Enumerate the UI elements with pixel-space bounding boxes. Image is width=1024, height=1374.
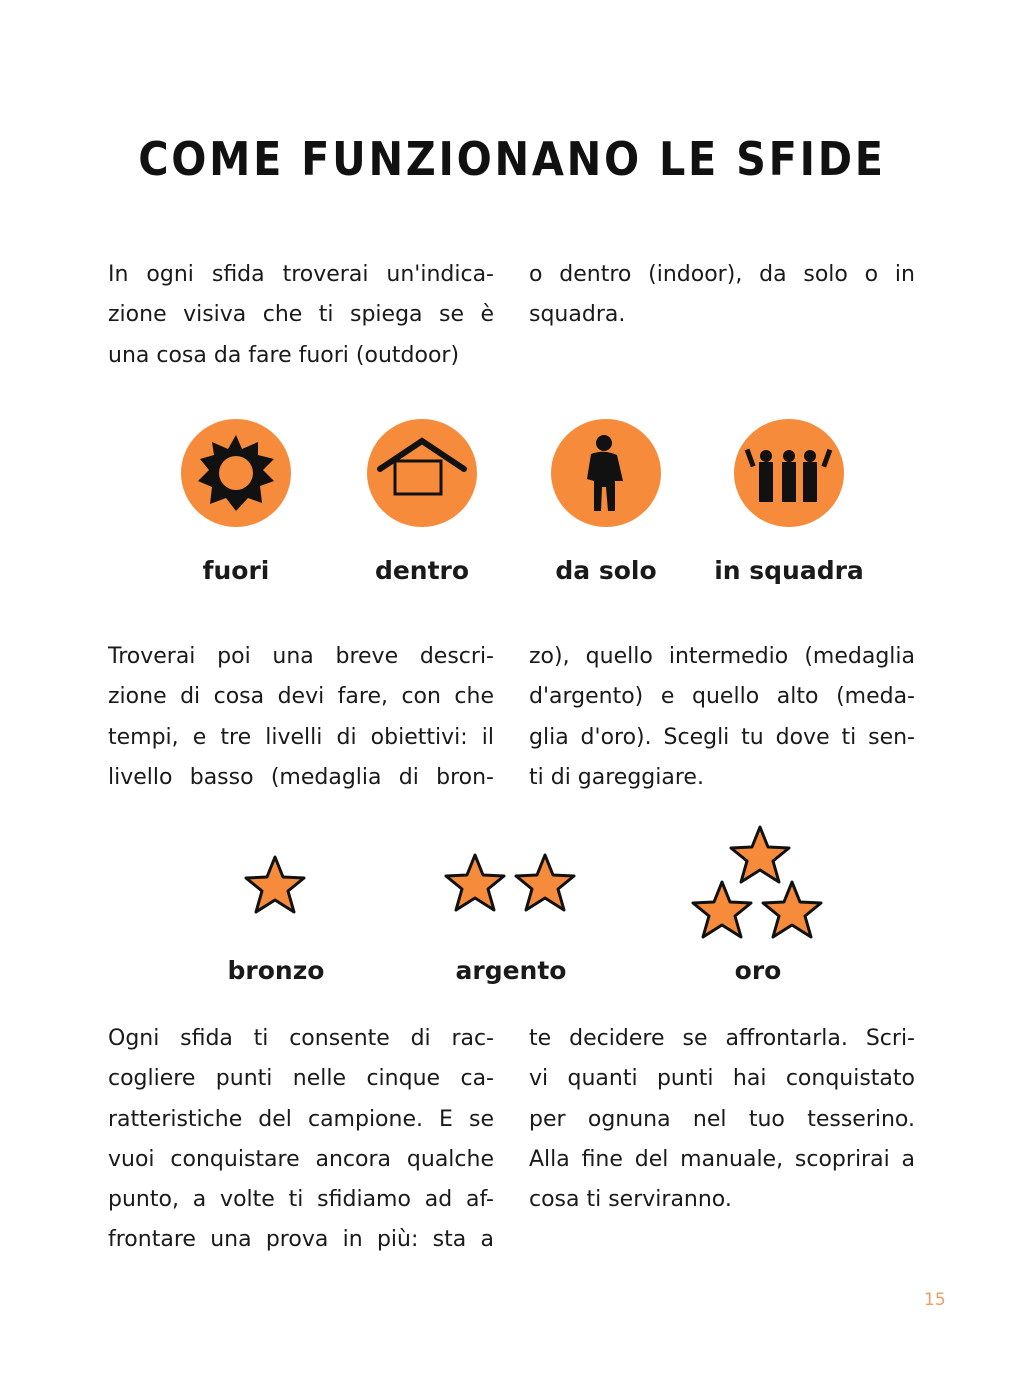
- level-label-bronzo: bronzo: [227, 956, 325, 985]
- star-icon: [690, 879, 754, 941]
- text-line: glia d'oro). Scegli tu dove ti sen-: [529, 724, 915, 750]
- team-icon: [734, 419, 844, 527]
- page-title: COME FUNZIONANO LE SFIDE: [138, 132, 886, 186]
- intro-left: [108, 255, 494, 376]
- level-label-argento: argento: [455, 956, 567, 985]
- text-line: Alla fine del manuale, scoprirai a: [529, 1146, 915, 1172]
- text-line: o dentro (indoor), da solo o in: [529, 262, 915, 287]
- text-line: Ogni sfida ti consente di rac-: [108, 1026, 494, 1051]
- icon-label-fuori: fuori: [202, 556, 270, 585]
- intro-right: [529, 255, 915, 336]
- sun-icon: [181, 419, 291, 527]
- text-line: per ognuna nel tuo tesserino.: [529, 1106, 915, 1132]
- star-icon: [760, 879, 824, 941]
- icon-label-dentro: dentro: [374, 556, 470, 585]
- star-icon: [513, 852, 577, 914]
- description-left: [108, 637, 494, 798]
- text-line: squadra.: [529, 302, 626, 328]
- text-line: In ogni sfida troverai un'indica-: [108, 262, 494, 287]
- star-icon: [243, 854, 307, 916]
- points-right: [529, 1019, 915, 1220]
- text-line: zo), quello intermedio (medaglia: [529, 644, 915, 669]
- text-line: vi quanti punti hai conquistato: [529, 1066, 915, 1092]
- text-line: cogliere punti nelle cinque ca-: [108, 1066, 494, 1092]
- star-icon: [728, 824, 792, 886]
- level-label-oro: oro: [734, 956, 782, 985]
- text-line: te decidere se affrontarla. Scri-: [529, 1026, 915, 1051]
- points-left: [108, 1019, 494, 1261]
- person-icon: [551, 419, 661, 527]
- text-line: d'argento) e quello alto (meda-: [529, 684, 915, 710]
- text-line: punto, a volte ti sfidiamo ad af-: [108, 1187, 494, 1213]
- icon-label-da-solo: da solo: [555, 556, 657, 585]
- text-line: zione visiva che ti spiega se è: [108, 302, 494, 328]
- text-line: zione di cosa devi fare, con che: [108, 684, 494, 710]
- house-icon: [367, 419, 477, 527]
- page-number: 15: [924, 1290, 946, 1310]
- text-line: cosa ti serviranno.: [529, 1187, 732, 1213]
- text-line: livello basso (medaglia di bron-: [108, 764, 494, 790]
- text-line: vuoi conquistare ancora qualche: [108, 1146, 494, 1172]
- text-line: ratteristiche del campione. E se: [108, 1106, 494, 1132]
- text-line: frontare una prova in più: sta a: [108, 1227, 494, 1253]
- star-icon: [443, 852, 507, 914]
- text-line: ti di gareggiare.: [529, 764, 704, 790]
- icon-label-in-squadra: in squadra: [714, 556, 864, 585]
- description-right: [529, 637, 915, 798]
- text-line: tempi, e tre livelli di obiettivi: il: [108, 724, 494, 750]
- text-line: Troverai poi una breve descri-: [108, 644, 494, 669]
- text-line: una cosa da fare fuori (outdoor): [108, 342, 460, 368]
